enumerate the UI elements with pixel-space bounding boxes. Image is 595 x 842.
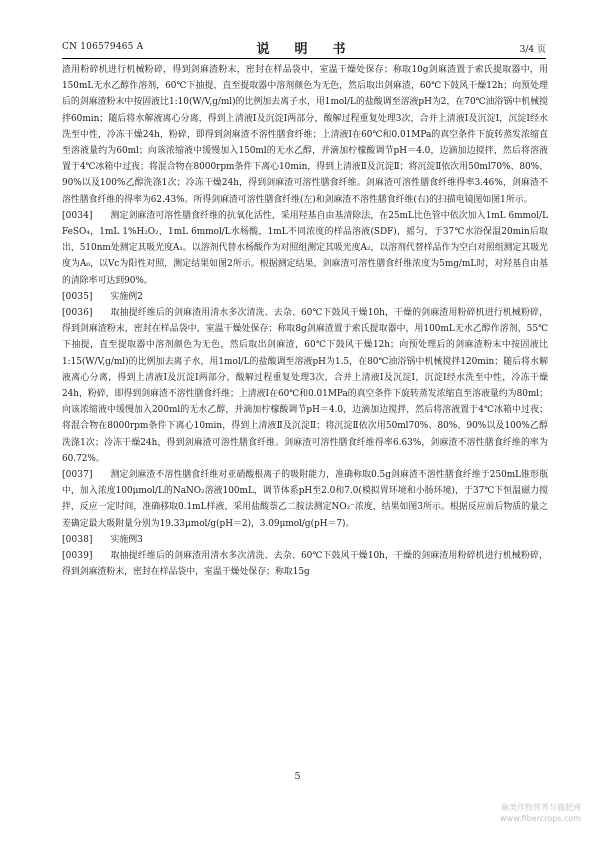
page-indicator: 3/4 页: [519, 45, 546, 55]
paragraph-0038: [62, 532, 548, 548]
paragraph-number: [0036]: [62, 308, 93, 319]
paragraph-text: 取抽提纤维后的剑麻渣用清水多次清洗、去杂、60℃下鼓风干燥10h，干燥的剑麻渣用粉碎机进行机械粉碎，得到剑麻渣粉末，密封在样品袋中，室温干燥处保存；称取8g剑麻渣置于索氏提取器中，用100mL无水乙醇作溶剂，55℃下抽提，直至提取器中溶剂颜色为无色，然后取出剑麻渣，60℃下鼓风干燥12h；向预处理后的剑麻渣粉末中按固液比1:15(W/V,g/ml)的比例加去离子水，用1mol/L的盐酸调至溶液pH为1.5，在80℃油浴锅中机械搅拌120min；随后将水解液离心分离，得到上清液Ⅰ及沉淀Ⅰ两部分，酸解过程重复处理3次，合并上清液Ⅰ及沉淀Ⅰ，沉淀Ⅰ经水洗至中性，冷冻干燥24h，粉碎，即得到剑麻渣不溶性膳食纤维；上清液Ⅰ在60℃和0.01MPa的真空条件下旋转蒸发浓缩直至溶液量约为80ml；向该浓缩液中缓慢加入200ml的无水乙醇，并滴加柠檬酸调节pH＝4.0，边滴加边搅拌，然后将溶液置于4℃冰箱中过夜；将混合物在8000rpm条件下离心10min，得到上清液Ⅱ及沉淀Ⅱ；将沉淀Ⅱ依次用50ml70%、80%、90%以及100%乙醇洗涤1次；冷冻干燥24h，得到剑麻渣可溶性膳食纤维。剑麻渣可溶性膳食纤维得率6.63%，剑麻渣不溶性膳食纤维的率为60.72%。: [62, 308, 548, 464]
paragraph-0036: [62, 305, 548, 467]
watermark-url: www.fibercrops.com: [500, 814, 581, 823]
paragraph-text: 测定剑麻渣可溶性膳食纤维的抗氧化活性，采用羟基自由基清除法，在25mL比色管中依次加入1mL 6mmol/L FeSO₄，1mL 1%H₂O₂，1mL 6mmol/L水杨酸，1mL不同浓度的样品溶液(SDF)，摇匀，于37℃水浴保温20min后取出，510nm处测定其吸光度A₁。以溶剂代替水杨酸作为对照组测定其吸光度A₂，以溶剂代替样品作为空白对照组测定其吸光度为A₀，以Vc为阳性对照，测定结果如图2所示。根据测定结果，剑麻渣可溶性膳食纤维浓度为5mg/mL时，对羟基自由基的清除率可达到90%。: [62, 210, 548, 286]
paragraph-number: [0034]: [62, 210, 93, 221]
watermark: [500, 802, 581, 824]
document-body: [62, 62, 548, 581]
page-number: 5: [294, 771, 301, 782]
page-header: [62, 34, 546, 59]
section-heading: 实施例2: [110, 291, 143, 302]
paragraph-number: [0039]: [62, 551, 93, 562]
patent-number: CN 106579465 A: [62, 42, 144, 52]
paragraph-0039: [62, 548, 548, 580]
paragraph-0035: [62, 289, 548, 305]
watermark-title: 麻类作物营养与施肥网: [501, 803, 581, 812]
paragraph-text: 取抽提纤维后的剑麻渣用清水多次清洗、去杂、60℃下鼓风干燥10h，干燥的剑麻渣用粉碎机进行机械粉碎，得到剑麻渣粉末，密封在样品袋中，室温干燥处保存；称取15g: [62, 551, 548, 578]
paragraph-text: 测定剑麻渣不溶性膳食纤维对亚硝酸根离子的吸附能力，准确称取0.5g剑麻渣不溶性膳食纤维于250mL锥形瓶中，加入浓度100μmol/L的NaNO₂溶液100mL，调节体系pH至2.0和7.0(模拟胃环境和小肠环境)，于37℃下恒温磁力搅拌，反应一定时间，准确移取0.1mL样液，采用盐酸萘乙二胺法测定NO₂⁻浓度，结果如图3所示。根据反应前后物质的量之差确定最大吸附量分别为19.33μmol/g(pH＝2)，3.09μmol/g(pH＝7)。: [62, 470, 548, 529]
paragraph-continuation: [62, 62, 548, 208]
paragraph-number: [0038]: [62, 534, 93, 545]
paragraph-number: [0035]: [62, 291, 93, 302]
document-title: 说 明 书: [256, 42, 352, 57]
paragraph-0037: [62, 467, 548, 532]
section-heading: 实施例3: [110, 534, 143, 545]
paragraph-number: [0037]: [62, 470, 93, 481]
paragraph-0034: [62, 208, 548, 289]
paragraph-text: 渣用粉碎机进行机械粉碎，得到剑麻渣粉末，密封在样品袋中，室温干燥处保存；称取10g剑麻渣置于索氏提取器中，用150mL无水乙醇作溶剂，60℃下抽提，直至提取器中溶剂颜色为无色，然后取出剑麻渣，60℃下鼓风干燥12h；向预处理后的剑麻渣粉末中按固液比1:10(W/V,g/ml)的比例加去离子水，用1mol/L的盐酸调至溶液pH为2，在70℃油浴锅中机械搅拌60min；随后将水解液离心分离，得到上清液Ⅰ及沉淀Ⅰ两部分，酸解过程重复处理3次，合并上清液Ⅰ及沉淀Ⅰ，沉淀Ⅰ经水洗至中性，冷冻干燥24h，粉碎，即得到剑麻渣不溶性膳食纤维；上清液Ⅰ在60℃和0.01MPa的真空条件下旋转蒸发浓缩直至溶液量约为60ml；向该浓缩液中缓慢加入150ml的无水乙醇，并滴加柠檬酸调节pH＝4.0，边滴加边搅拌，然后将溶液置于4℃冰箱中过夜；将混合物在8000rpm条件下离心10min，得到上清液Ⅱ及沉淀Ⅱ；将沉淀Ⅱ依次用50ml70%、80%、90%以及100%乙醇洗涤1次；冷冻干燥24h，得到剑麻渣可溶性膳食纤维。剑麻渣可溶性膳食纤维得率3.46%，剑麻渣不溶性膳食纤维的得率为62.43%。所得剑麻渣可溶性膳食纤维(左)和剑麻渣不溶性膳食纤维(右)的扫描电镜图如图1所示。: [62, 65, 548, 205]
